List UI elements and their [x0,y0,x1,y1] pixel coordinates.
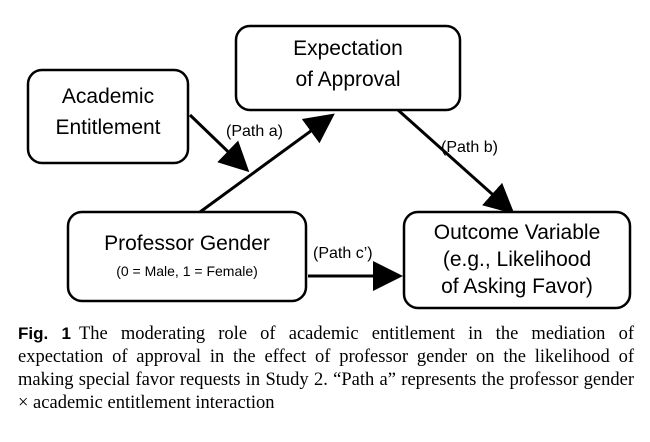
gender-box [68,212,306,301]
outcome-label-line3: of Asking Favor) [441,275,593,298]
outcome-label-line2: (e.g., Likelihood [442,248,592,271]
figure-label: Fig. 1 [18,324,71,343]
arrow-expectation-to-outcome [398,110,510,210]
figure-caption [18,322,634,415]
expectation-label-line1: Expectation [293,37,403,60]
entitlement-label-line2: Entitlement [55,116,161,139]
path-b-label: (Path b) [441,139,498,156]
gender-title: Professor Gender [104,232,270,255]
entitlement-label-line1: Academic [61,85,155,108]
figure-caption-text: The moderating role of academic entitlement in the mediation of expectation of approval in the effect of professor gender on the likelihood of making special favor requests in Study 2. “Path a” represents the professor gender × academic entitlement interaction [18,324,634,413]
gender-subtitle: (0 = Male, 1 = Female) [116,263,258,279]
expectation-label-line2: of Approval [295,68,401,91]
path-a-label: (Path a) [226,123,283,140]
path-c-label: (Path c’) [313,245,373,262]
outcome-label-line1: Outcome Variable [433,221,601,244]
